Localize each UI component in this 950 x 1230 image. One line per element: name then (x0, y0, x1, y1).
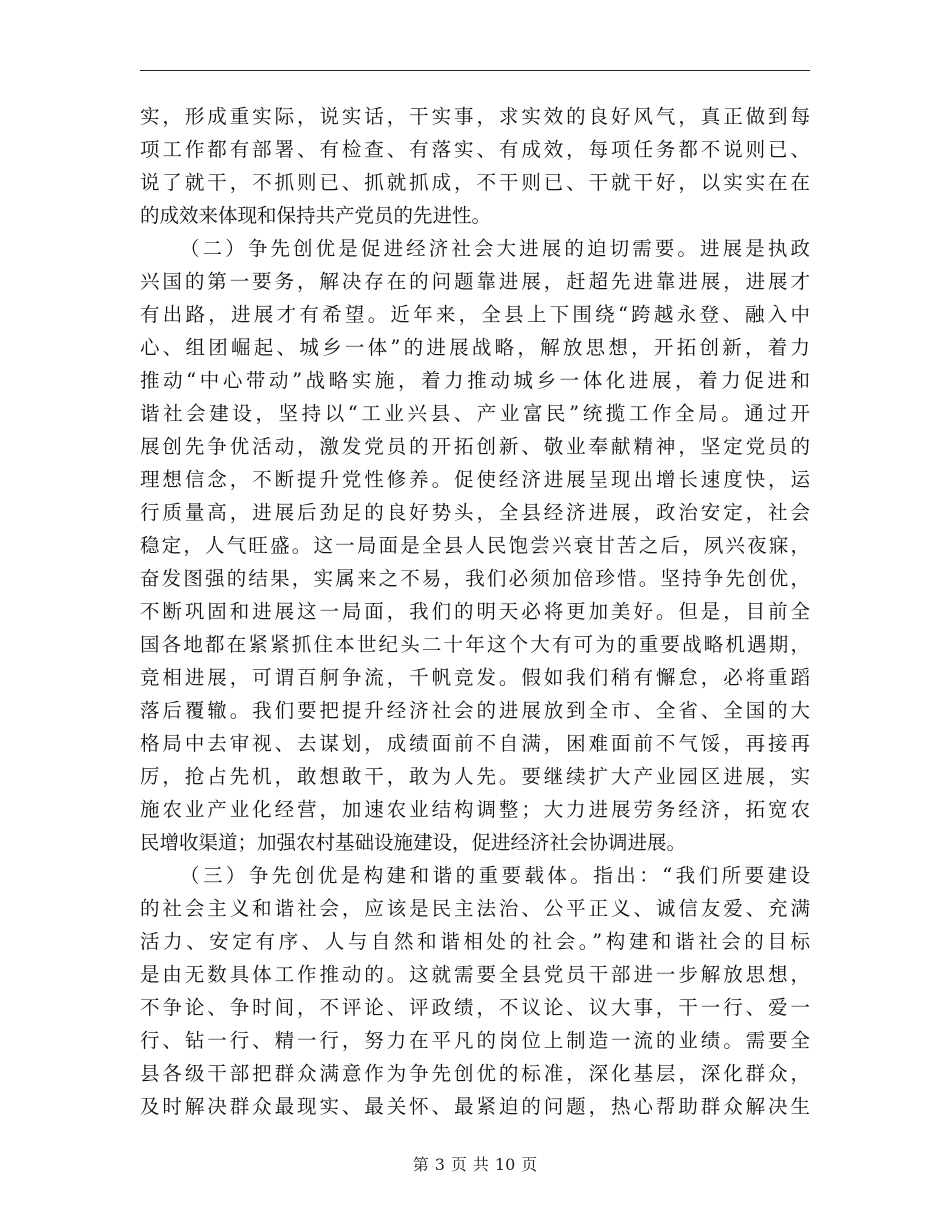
text-line: 行、钻一行、精一行，努力在平凡的岗位上制造一流的业绩。需要全 (140, 1029, 810, 1052)
text-line: 国各地都在紧紧抓住本世纪头二十年这个大有可为的重要战略机遇期， (140, 633, 810, 656)
text-line: 竞相进展，可谓百舸争流，千帆竞发。假如我们稍有懈怠，必将重蹈 (140, 666, 810, 689)
text-line: 实，形成重实际，说实话，干实事，求实效的良好风气，真正做到每 (140, 105, 810, 128)
footer-page-word: 页 (450, 1155, 467, 1174)
text-line: 项工作都有部署、有检查、有落实、有成效，每项任务都不说则已、 (140, 138, 810, 161)
text-line: 心、组团崛起、城乡一体”的进展战略，解放思想，开拓创新，着力 (140, 336, 810, 359)
document-body (140, 100, 810, 1123)
text-line: 及时解决群众最现实、最关怀、最紧迫的问题，热心帮助群众解决生 (140, 1095, 810, 1118)
text-line: 谐社会建设，坚持以“工业兴县、产业富民”统揽工作全局。通过开 (140, 402, 810, 425)
text-line: 的成效来体现和保持共产党员的先进性。 (140, 204, 492, 227)
paragraph-1 (140, 100, 810, 232)
text-line: 稳定，人气旺盛。这一局面是全县人民饱尝兴衰甘苦之后，夙兴夜寐， (140, 534, 810, 557)
text-line: 民增收渠道；加强农村基础设施建设，促进经济社会协调进展。 (140, 831, 687, 854)
text-line: 施农业产业化经营，加速农业结构调整；大力进展劳务经济，拓宽农 (140, 798, 810, 821)
text-line: 奋发图强的结果，实属来之不易，我们必须加倍珍惜。坚持争先创优， (140, 567, 810, 590)
text-line: 理想信念，不断提升党性修养。促使经济进展呈现出增长速度快，运 (140, 468, 810, 491)
text-line: （二）争先创优是促进经济社会大进展的迫切需要。进展是执政 (180, 237, 810, 260)
text-line: （三）争先创优是构建和谐的重要载体。指出：“我们所要建设 (180, 864, 810, 887)
text-line: 行质量高，进展后劲足的良好势头，全县经济进展，政治安定，社会 (140, 501, 810, 524)
text-line: 厉，抢占先机，敢想敢干，敢为人先。要继续扩大产业园区进展，实 (140, 765, 810, 788)
text-line: 推动“中心带动”战略实施，着力推动城乡一体化进展，着力促进和 (140, 369, 810, 392)
page-footer (0, 1153, 950, 1177)
text-line: 展创先争优活动，激发党员的开拓创新、敬业奉献精神，坚定党员的 (140, 435, 810, 458)
header-rule (140, 70, 810, 71)
text-line: 说了就干，不抓则已、抓就抓成，不干则已、干就干好，以实实在在 (140, 171, 810, 194)
text-line: 不争论、争时间，不评论、评政绩，不议论、议大事，干一行、爱一 (140, 996, 810, 1019)
text-line: 有出路，进展才有希望。近年来，全县上下围绕“跨越永登、融入中 (140, 303, 810, 326)
current-page-number: 3 (434, 1155, 445, 1174)
text-line: 落后覆辙。我们要把提升经济社会的进展放到全市、全省、全国的大 (140, 699, 810, 722)
footer-suffix: 页 (521, 1155, 538, 1174)
total-page-count: 10 (494, 1155, 516, 1174)
text-line: 的社会主义和谐社会，应该是民主法治、公平正义、诚信友爱、充满 (140, 897, 810, 920)
text-line: 县各级干部把群众满意作为争先创优的标准，深化基层，深化群众， (140, 1062, 810, 1085)
text-line: 活力、安定有序、人与自然和谐相处的社会。”构建和谐社会的目标 (140, 930, 810, 953)
footer-total-prefix: 共 (472, 1155, 489, 1174)
footer-prefix: 第 (412, 1155, 429, 1174)
paragraph-2 (140, 232, 810, 859)
paragraph-3 (140, 859, 810, 1123)
text-line: 格局中去审视、去谋划，成绩面前不自满，困难面前不气馁，再接再 (140, 732, 810, 755)
text-line: 不断巩固和进展这一局面，我们的明天必将更加美好。但是，目前全 (140, 600, 810, 623)
text-line: 兴国的第一要务，解决存在的问题靠进展，赶超先进靠进展，进展才 (140, 270, 810, 293)
text-line: 是由无数具体工作推动的。这就需要全县党员干部进一步解放思想， (140, 963, 810, 986)
